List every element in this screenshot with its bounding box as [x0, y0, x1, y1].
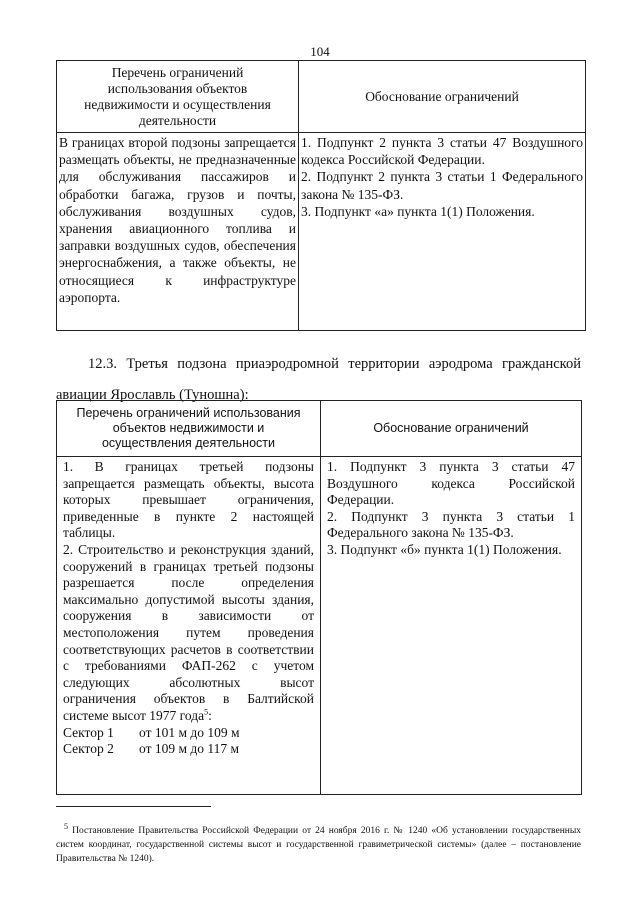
footnote-marker: 5: [64, 821, 68, 831]
sector-value: от 101 м до 109 м: [139, 724, 240, 740]
sector-row: [63, 741, 314, 758]
footnote-text: Постановление Правительства Российской Федерации от 24 ноября 2016 г. № 1240 «Об установлении государственных систем координат, государственной системы высот и государственной гравиметрической системы» (далее – постановление Правительства № 1240).: [56, 826, 582, 864]
sector-row: [63, 725, 314, 742]
header-justification: Обоснование ограничений: [299, 61, 586, 133]
restrictions-table-third-subzone: [56, 400, 582, 795]
restriction-text: [57, 133, 299, 331]
restriction-item: [63, 542, 314, 725]
header-justification: Обоснование ограничений: [321, 401, 582, 457]
sector-label: Сектор 1: [63, 724, 114, 740]
section-heading-line: 12.3. Третья подзона приаэродромной территории аэродрома гражданской: [88, 356, 581, 372]
header-restrictions-list: Перечень ограничений использования объектов недвижимости и осуществления деятельности: [57, 401, 321, 457]
footnote-divider: [56, 806, 211, 807]
justification-item: 2. Подпункт 2 пункта 3 статьи 1 Федерального закона № 135-ФЗ.: [301, 169, 583, 202]
table-row: [57, 457, 582, 795]
restriction-item-end: :: [208, 707, 212, 723]
page-number: 104: [310, 44, 330, 59]
justification-list: [299, 133, 586, 331]
restriction-item-text: 2. Строительство и реконструкция зданий, сооружений в границах третьей подзоны разрешается после определения максимально допустимой высоты здания, сооружения в зависимости от местоположения путем проведения соответствующих расчетов в соответствии с требованиями ФАП-262 с учетом следующих абсолютных высот ограничения объектов в Балтийской системе высот 1977 года: [63, 541, 314, 723]
header-restrictions-list: Перечень ограничений использования объектов недвижимости и осуществления деятельности: [57, 61, 299, 133]
footnote-reference[interactable]: 5: [204, 707, 209, 717]
sector-value: от 109 м до 117 м: [139, 741, 240, 757]
table-row: [57, 133, 586, 331]
sector-label: Сектор 2: [63, 741, 114, 757]
justification-item: 3. Подпункт «б» пункта 1(1) Положения.: [327, 541, 562, 557]
table-header-row: [57, 61, 586, 133]
justification-item: 1. Подпункт 2 пункта 3 статьи 47 Воздушного кодекса Российской Федерации.: [301, 135, 583, 168]
justification-item: 3. Подпункт «а» пункта 1(1) Положения.: [301, 203, 535, 219]
footnote: [56, 821, 582, 866]
justification-item: 1. Подпункт 3 пункта 3 статьи 47 Воздушного кодекса Российской Федерации.: [327, 459, 575, 508]
restriction-text: [57, 457, 321, 795]
justification-list: [321, 457, 582, 795]
restriction-item: 1. В границах третьей подзоны запрещается размещать объекты, высота которых превышает ограничения, приведенные в пункте 2 настоящей таблицы.: [63, 459, 314, 541]
section-heading-line: авиации Ярославль (Туношна):: [56, 387, 249, 403]
table-header-row: [57, 401, 582, 457]
justification-item: 2. Подпункт 3 пункта 3 статьи 1 Федерального закона № 135-ФЗ.: [327, 508, 575, 541]
restriction-paragraph: В границах второй подзоны запрещается размещать объекты, не предназначенные для обслуживания пассажиров и обработки багажа, грузов и почты, обслуживания воздушных судов, хранения авиационного топлива и заправки воздушных судов, обеспечения энергоснабжения, а также объекты, не относящиеся к инфраструктуре аэропорта.: [59, 135, 296, 305]
restrictions-table-second-subzone: [56, 60, 586, 331]
